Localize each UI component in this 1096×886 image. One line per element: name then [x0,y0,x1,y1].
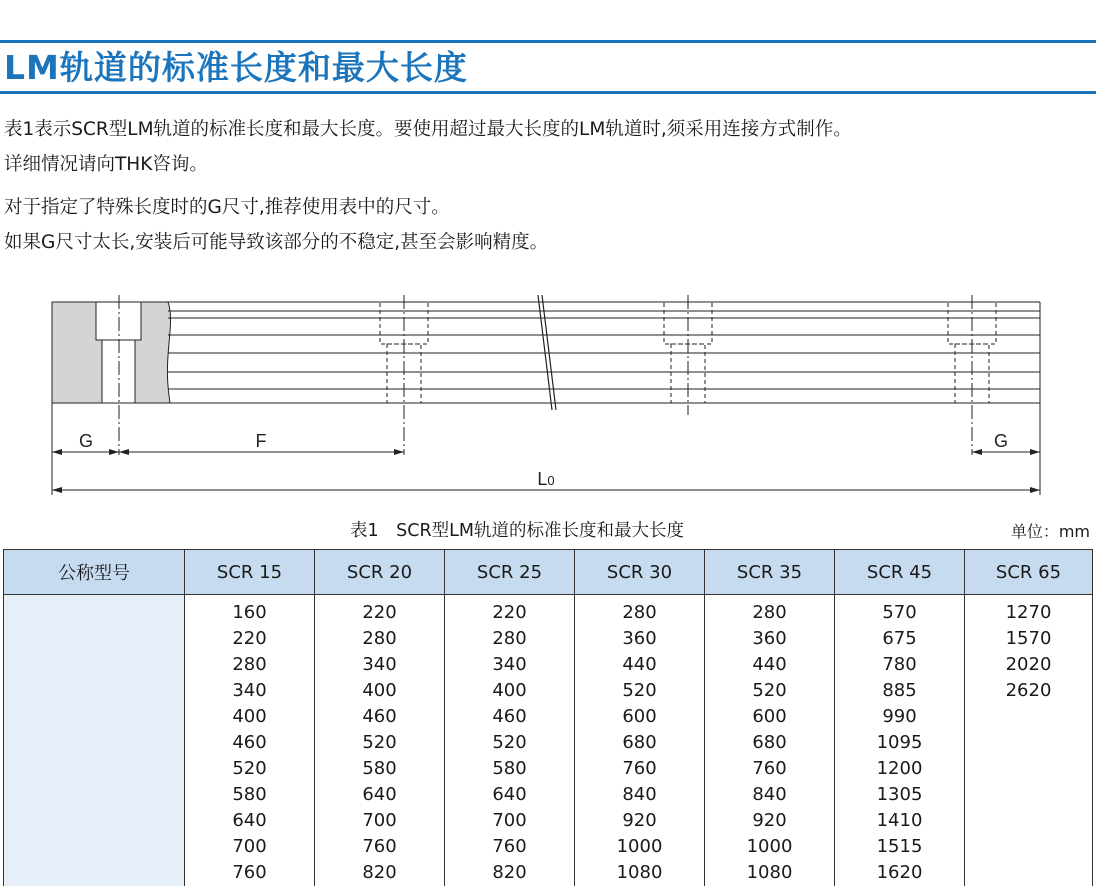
length-value: 700 [185,834,314,860]
length-value: 700 [445,808,574,834]
rail-length-table [3,549,1093,886]
header-scr25: SCR 25 [445,550,575,595]
table-body-row [4,595,1093,886]
length-value: 360 [705,626,834,652]
length-value: 820 [315,860,444,886]
length-value: 640 [185,808,314,834]
length-value: 990 [835,704,964,730]
length-value: 920 [575,808,704,834]
length-value: 280 [575,600,704,626]
length-value: 675 [835,626,964,652]
length-value: 760 [445,834,574,860]
values-scr30 [575,595,705,886]
title-underline [0,91,1096,94]
length-value: 1410 [835,808,964,834]
length-value: 640 [315,782,444,808]
length-value: 160 [185,600,314,626]
length-value: 280 [315,626,444,652]
table-unit: 单位：mm [1011,519,1090,542]
length-value: 760 [315,834,444,860]
length-value: 460 [315,704,444,730]
length-value: 440 [575,652,704,678]
length-value: 580 [445,756,574,782]
paragraph-2: 详细情况请向THK咨询。 [4,152,208,178]
length-value: 760 [575,756,704,782]
length-value: 220 [445,600,574,626]
length-value: 760 [185,860,314,886]
table-caption: 表1 SCR型LM轨道的标准长度和最大长度 [350,517,684,542]
length-value: 2620 [965,678,1092,704]
length-value: 280 [705,600,834,626]
arrow [1030,449,1040,455]
length-value: 1000 [705,834,834,860]
rail-length-diagram [0,285,1096,500]
header-scr45: SCR 45 [835,550,965,595]
dim-label-f: F [256,431,267,451]
length-value: 600 [705,704,834,730]
length-value: 520 [185,756,314,782]
paragraph-4: 如果G尺寸太长,安装后可能导致该部分的不稳定,甚至会影响精度。 [4,230,548,256]
values-scr15 [185,595,315,886]
length-value: 570 [835,600,964,626]
arrow [394,449,404,455]
length-value: 520 [315,730,444,756]
arrow [52,449,62,455]
dim-label-g-left: G [79,431,93,451]
length-value: 520 [445,730,574,756]
length-value: 340 [185,678,314,704]
length-value: 885 [835,678,964,704]
values-scr35 [705,595,835,886]
length-value: 460 [185,730,314,756]
model-column-cell [4,595,185,886]
length-value: 580 [315,756,444,782]
arrow [52,487,62,493]
length-value: 340 [445,652,574,678]
header-scr30: SCR 30 [575,550,705,595]
paragraph-1: 表1表示SCR型LM轨道的标准长度和最大长度。要使用超过最大长度的LM轨道时,须采用连接方式制作。 [4,117,852,143]
length-value: 360 [575,626,704,652]
values-scr65 [965,595,1093,886]
length-value: 1515 [835,834,964,860]
length-value: 400 [315,678,444,704]
length-value: 220 [185,626,314,652]
length-value: 520 [575,678,704,704]
length-value: 340 [315,652,444,678]
length-value: 1305 [835,782,964,808]
table-header-row [4,550,1093,595]
values-scr45 [835,595,965,886]
length-value: 1080 [575,860,704,886]
length-value: 520 [705,678,834,704]
length-value: 220 [315,600,444,626]
length-value: 920 [705,808,834,834]
length-value: 1200 [835,756,964,782]
length-value: 1570 [965,626,1092,652]
arrow [972,449,982,455]
length-value: 440 [705,652,834,678]
length-value: 1095 [835,730,964,756]
length-value: 640 [445,782,574,808]
length-value: 700 [315,808,444,834]
length-value: 400 [445,678,574,704]
dim-label-lo: L0 [537,469,554,489]
arrow [109,449,119,455]
length-value: 780 [835,652,964,678]
length-value: 840 [705,782,834,808]
length-value: 460 [445,704,574,730]
header-scr15: SCR 15 [185,550,315,595]
top-rule [0,40,1096,43]
length-value: 1620 [835,860,964,886]
length-value: 280 [445,626,574,652]
length-value: 580 [185,782,314,808]
length-value: 400 [185,704,314,730]
length-value: 2020 [965,652,1092,678]
page-title: LM轨道的标准长度和最大长度 [4,44,468,92]
length-value: 680 [705,730,834,756]
header-scr65: SCR 65 [965,550,1093,595]
arrow [1030,487,1040,493]
length-value: 1000 [575,834,704,860]
length-value: 680 [575,730,704,756]
header-scr20: SCR 20 [315,550,445,595]
length-value: 820 [445,860,574,886]
arrow [119,449,129,455]
length-value: 840 [575,782,704,808]
length-value: 1270 [965,600,1092,626]
length-value: 600 [575,704,704,730]
values-scr25 [445,595,575,886]
length-value: 1080 [705,860,834,886]
paragraph-3: 对于指定了特殊长度时的G尺寸,推荐使用表中的尺寸。 [4,195,450,221]
length-value: 280 [185,652,314,678]
values-scr20 [315,595,445,886]
header-model: 公称型号 [4,550,185,595]
dim-label-g-right: G [994,431,1008,451]
header-scr35: SCR 35 [705,550,835,595]
length-value: 760 [705,756,834,782]
